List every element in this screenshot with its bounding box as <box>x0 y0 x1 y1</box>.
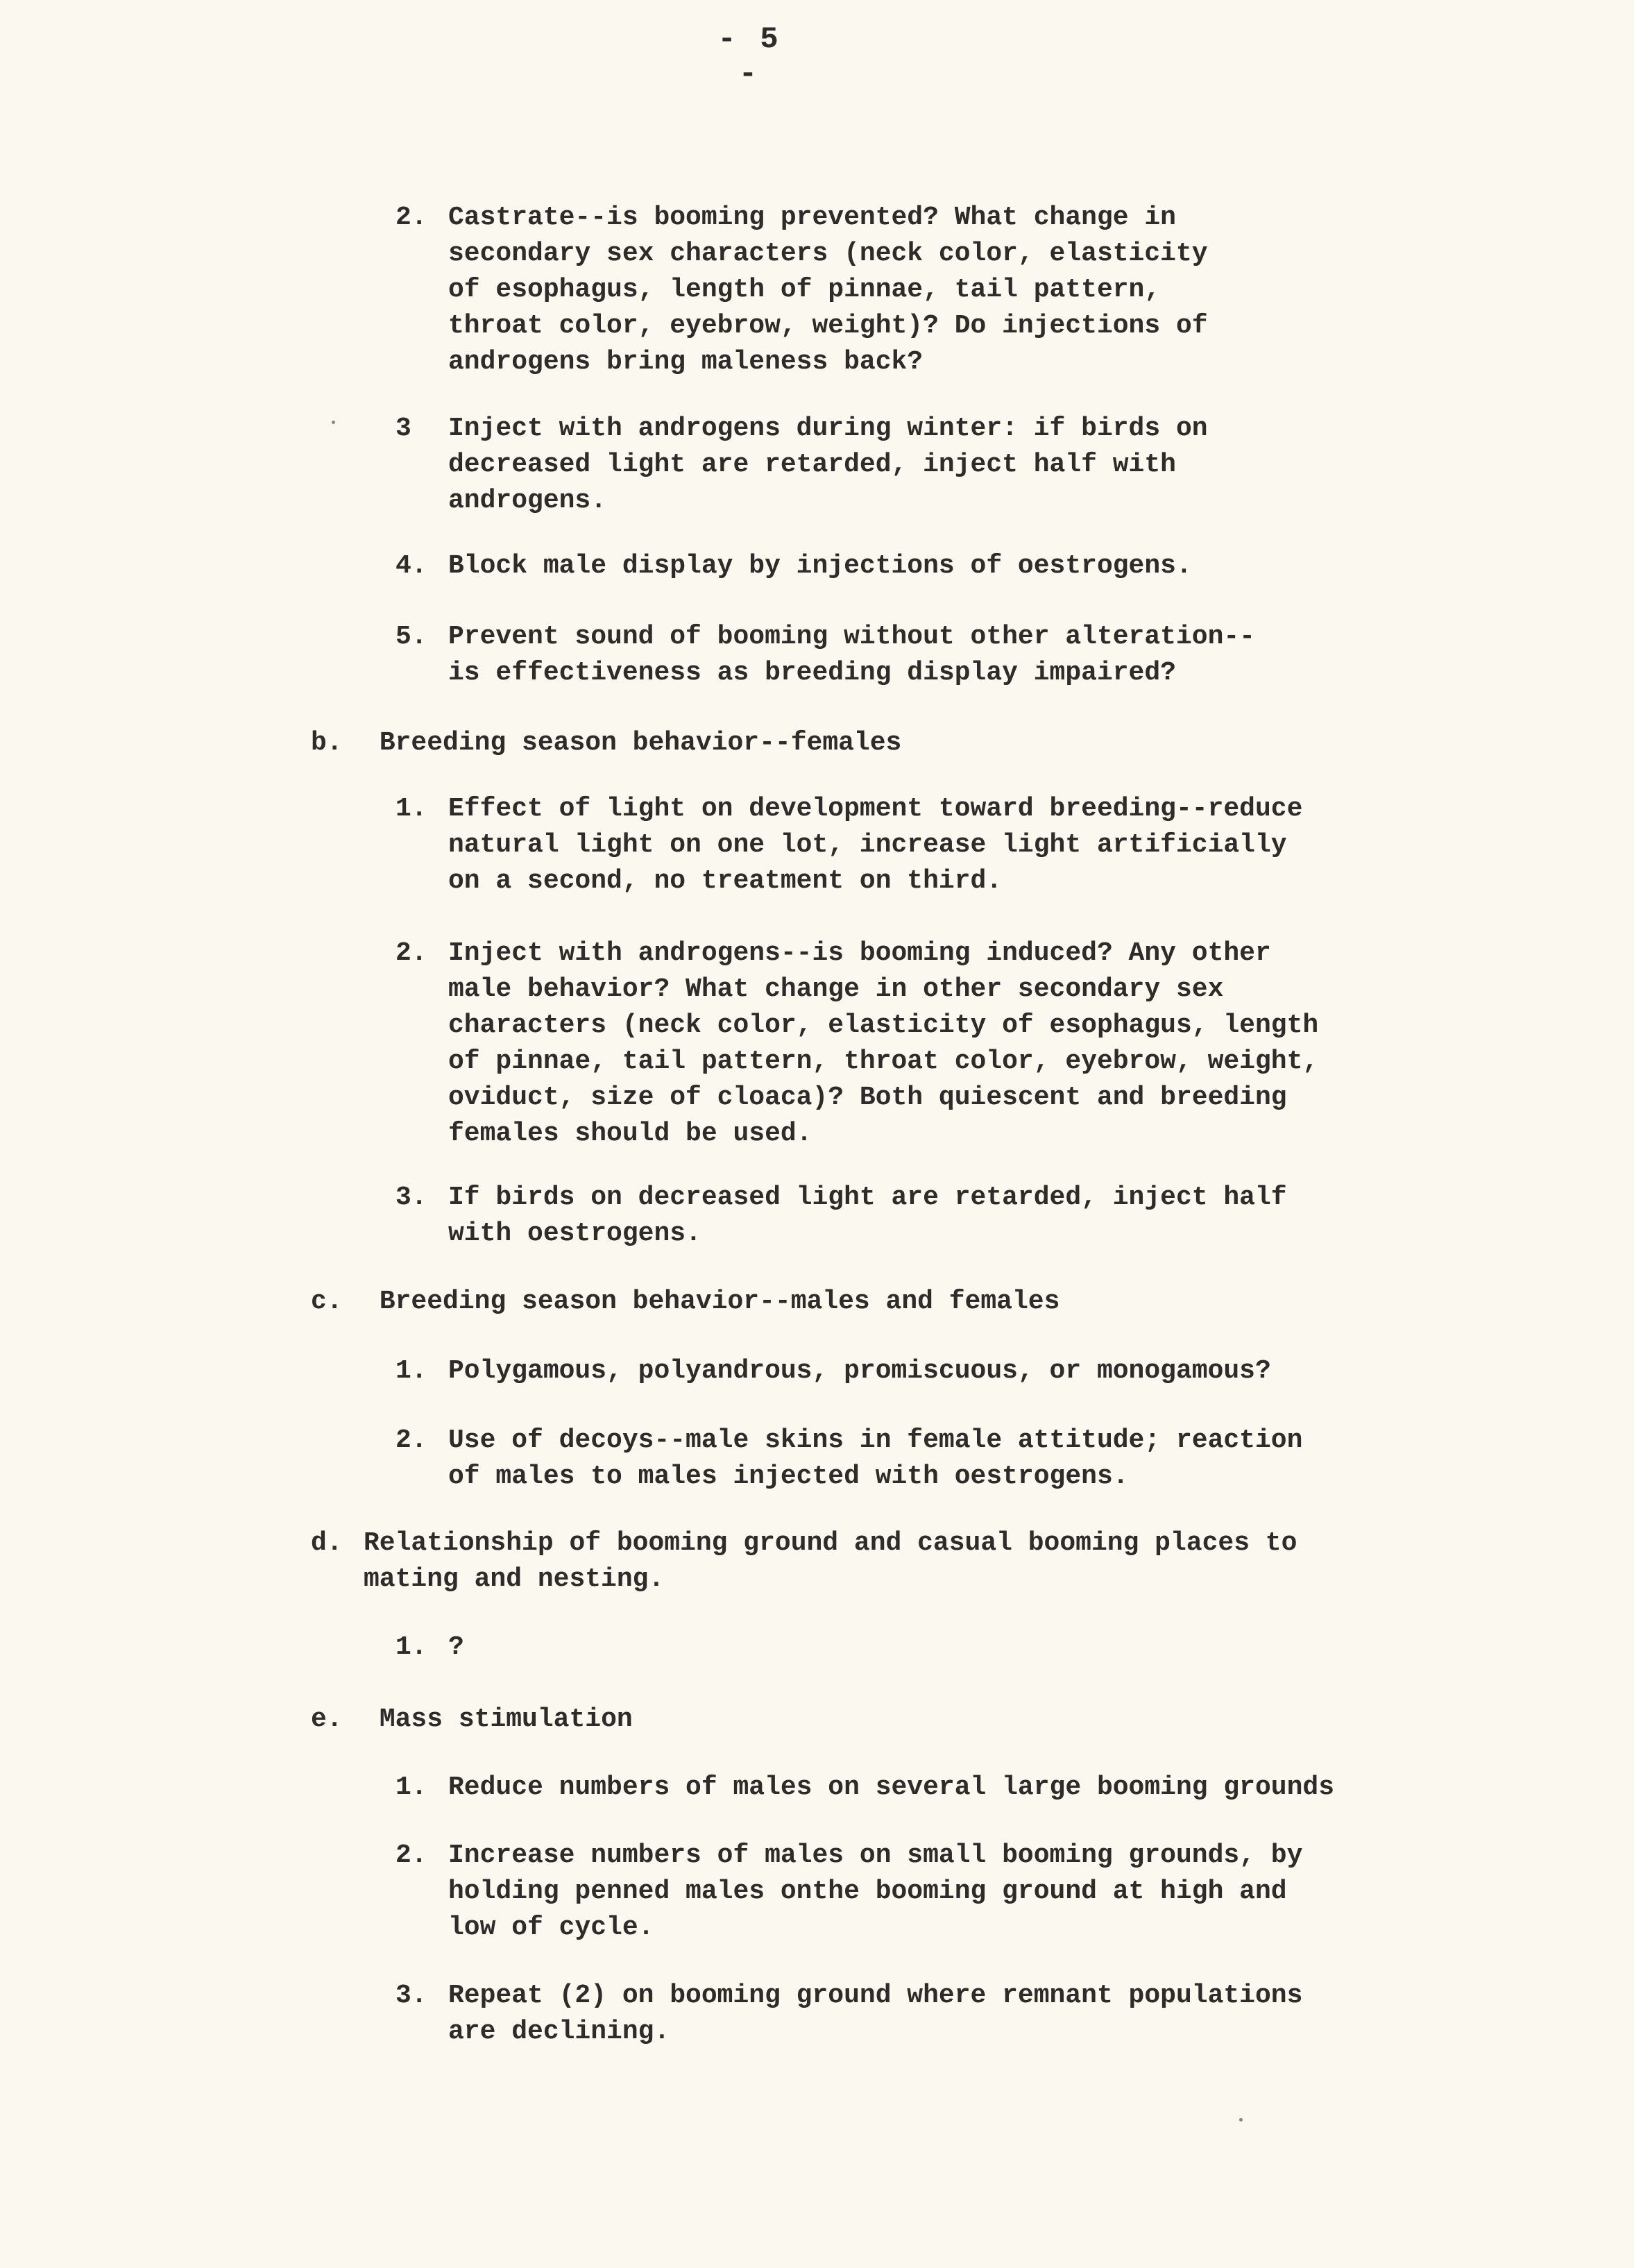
item-marker: 3 <box>395 414 411 443</box>
item-marker: 3. <box>395 1183 427 1212</box>
item-marker: 1. <box>395 794 427 824</box>
item-marker: 1. <box>395 1356 427 1386</box>
section-title: Relationship of booming ground and casual booming places to <box>364 1528 1297 1558</box>
item-line: Prevent sound of booming without other alteration-- <box>448 622 1255 652</box>
paper-speck <box>1239 2118 1243 2122</box>
item-line: Effect of light on development toward breeding--reduce <box>448 794 1303 824</box>
item-line: male behavior? What change in other secondary sex <box>448 974 1224 1004</box>
page-number: - 5 - <box>717 22 781 92</box>
item-line: oviduct, size of cloaca)? Both quiescent and breeding <box>448 1083 1287 1112</box>
item-marker: 2. <box>395 1425 427 1455</box>
item-line: throat color, eyebrow, weight)? Do injections of <box>448 311 1208 341</box>
section-title: Mass stimulation <box>379 1704 633 1734</box>
list-item <box>395 1423 1303 1491</box>
list-item <box>395 1770 1335 1806</box>
section-marker: c. <box>311 1287 343 1317</box>
list-item <box>395 619 1255 688</box>
item-line: Polygamous, polyandrous, promiscuous, or monogamous? <box>448 1356 1271 1386</box>
item-line: low of cycle. <box>448 1913 654 1943</box>
item-marker: 5. <box>395 622 427 652</box>
item-line: Repeat (2) on booming ground where remnant populations <box>448 1981 1303 2011</box>
item-line: of pinnae, tail pattern, throat color, eyebrow, weight, <box>448 1047 1319 1076</box>
item-line: natural light on one lot, increase light artificially <box>448 830 1287 860</box>
section-title: mating and nesting. <box>364 1564 665 1594</box>
item-line: androgens. <box>448 486 607 516</box>
item-line: of esophagus, length of pinnae, tail pattern, <box>448 275 1161 305</box>
item-line: secondary sex characters (neck color, elasticity <box>448 239 1208 269</box>
item-line: Block male display by injections of oestrogens. <box>448 551 1192 581</box>
item-line: Castrate--is booming prevented? What change in <box>448 203 1176 232</box>
list-item <box>395 791 1303 896</box>
paper-speck <box>332 421 335 424</box>
item-line: on a second, no treatment on third. <box>448 866 1003 896</box>
item-line: decreased light are retarded, inject half with <box>448 450 1176 480</box>
section-marker: d. <box>311 1528 343 1558</box>
item-line: androgens bring maleness back? <box>448 347 924 377</box>
item-marker: 1. <box>395 1632 427 1662</box>
list-item <box>395 1838 1303 1943</box>
item-line: Increase numbers of males on small booming grounds, by <box>448 1840 1303 1870</box>
item-marker: 1. <box>395 1772 427 1802</box>
item-line: are declining. <box>448 2017 670 2047</box>
item-line: with oestrogens. <box>448 1219 701 1249</box>
section-marker: b. <box>311 728 343 758</box>
item-line: If birds on decreased light are retarded, inject half <box>448 1183 1287 1212</box>
item-marker: 3. <box>395 1981 427 2011</box>
list-item <box>395 548 1192 584</box>
item-marker: 2. <box>395 938 427 968</box>
section-heading <box>311 1702 633 1738</box>
list-item <box>395 1978 1303 2047</box>
section-title: Breeding season behavior--females <box>379 728 902 758</box>
item-marker: 4. <box>395 551 427 581</box>
section-heading <box>311 1525 1297 1594</box>
section-heading <box>311 1284 1059 1320</box>
item-marker: 2. <box>395 1840 427 1870</box>
item-line: Use of decoys--male skins in female attitude; reaction <box>448 1425 1303 1455</box>
item-line: characters (neck color, elasticity of esophagus, length <box>448 1010 1319 1040</box>
list-item <box>395 1630 464 1666</box>
section-heading <box>311 725 901 761</box>
list-item <box>395 200 1208 377</box>
item-line: holding penned males onthe booming ground at high and <box>448 1877 1287 1906</box>
item-line: is effectiveness as breeding display impaired? <box>448 658 1176 688</box>
section-marker: e. <box>311 1704 343 1734</box>
section-title: Breeding season behavior--males and females <box>379 1287 1060 1317</box>
item-line: ? <box>448 1632 464 1662</box>
item-line: Inject with androgens--is booming induced? Any other <box>448 938 1271 968</box>
list-item <box>395 936 1319 1149</box>
list-item <box>395 1353 1271 1389</box>
item-line: Inject with androgens during winter: if birds on <box>448 414 1208 443</box>
list-item <box>395 1180 1287 1249</box>
item-line: of males to males injected with oestrogens. <box>448 1462 1129 1491</box>
list-item <box>395 411 1208 516</box>
item-line: Reduce numbers of males on several large booming grounds <box>448 1772 1335 1802</box>
item-marker: 2. <box>395 203 427 232</box>
item-line: females should be used. <box>448 1119 812 1149</box>
